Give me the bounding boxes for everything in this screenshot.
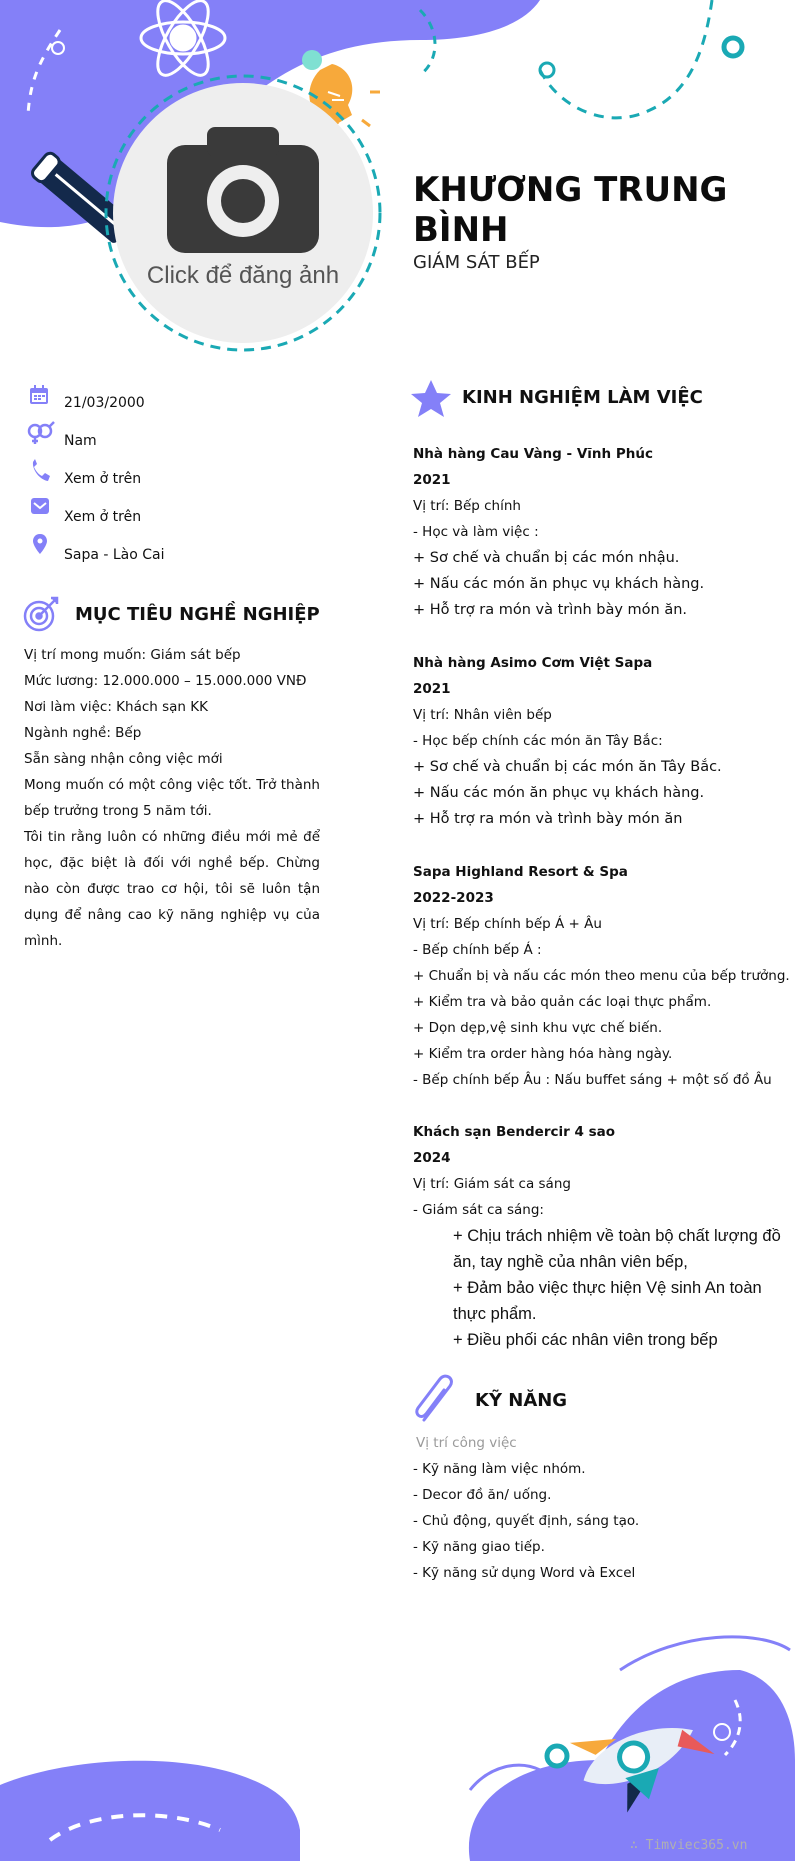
objective-line: Sẵn sàng nhận công việc mới xyxy=(24,751,223,767)
job-year: 2021 xyxy=(413,472,451,488)
job-intro: - Học và làm việc : xyxy=(413,524,539,540)
objective-heading xyxy=(75,604,320,625)
job-intro: - Bếp chính bếp Á : xyxy=(413,942,542,958)
skill-item: - Decor đồ ăn/ uống. xyxy=(413,1487,552,1503)
experience-job-4 xyxy=(413,1119,793,1353)
job-item: + Hỗ trợ ra món và trình bày món ăn xyxy=(413,811,683,827)
job-position: Vị trí: Bếp chính xyxy=(413,498,521,514)
experience-job-3 xyxy=(413,859,793,1093)
contact-email xyxy=(24,498,344,536)
contact-phone-text: Xem ở trên xyxy=(64,471,142,487)
experience-heading-text: KINH NGHIỆM LÀM VIỆC xyxy=(462,387,703,408)
camera-icon xyxy=(167,127,319,253)
job-company: Khách sạn Bendercir 4 sao xyxy=(413,1124,615,1140)
experience-heading xyxy=(462,387,703,408)
skill-item: - Chủ động, quyết định, sáng tạo. xyxy=(413,1513,640,1529)
candidate-job-title: GIÁM SÁT BẾP xyxy=(413,252,540,273)
job-item: + Kiểm tra order hàng hóa hàng ngày. xyxy=(413,1046,673,1062)
objective-heading-text: MỤC TIÊU NGHỀ NGHIỆP xyxy=(75,604,320,625)
job-item: + Điều phối các nhân viên trong bếp xyxy=(453,1331,718,1349)
paperclip-icon xyxy=(417,1376,452,1420)
skills-heading xyxy=(475,1390,567,1411)
job-item: + Đảm bảo việc thực hiện Vệ sinh An toàn thực phẩm. xyxy=(453,1279,762,1323)
job-item: + Dọn dẹp,vệ sinh khu vực chế biến. xyxy=(413,1020,663,1036)
experience-job-2 xyxy=(413,650,793,832)
job-intro: - Giám sát ca sáng: xyxy=(413,1202,544,1218)
skills-section xyxy=(413,1430,793,1586)
job-item: + Nấu các món ăn phục vụ khách hàng. xyxy=(413,785,705,801)
target-icon xyxy=(25,598,57,630)
job-year: 2022-2023 xyxy=(413,890,494,906)
job-item: + Kiểm tra và bảo quản các loại thực phẩm. xyxy=(413,994,712,1010)
contact-birthday xyxy=(24,384,344,422)
contact-info xyxy=(24,384,344,574)
objective-line: Vị trí mong muốn: Giám sát bếp xyxy=(24,647,241,663)
objective-line: Mong muốn có một công việc tốt. Trở thành bếp trưởng trong 5 năm tới. xyxy=(24,777,320,819)
star-icon xyxy=(411,380,451,417)
job-company: Nhà hàng Cau Vàng - Vĩnh Phúc xyxy=(413,446,653,462)
job-item: + Sơ chế và chuẩn bị các món ăn Tây Bắc. xyxy=(413,759,722,775)
contact-address xyxy=(24,536,344,574)
job-year: 2024 xyxy=(413,1150,451,1166)
avatar-upload-caption[interactable]: Click để đăng ảnh xyxy=(146,262,340,289)
job-item: + Chịu trách nhiệm về toàn bộ chất lượng đồ ăn, tay nghề của nhân viên bếp, xyxy=(453,1227,781,1271)
watermark: ∴ Timviec365.vn xyxy=(630,1838,748,1853)
experience-job-1 xyxy=(413,441,793,623)
job-intro: - Học bếp chính các món ăn Tây Bắc: xyxy=(413,733,663,749)
job-position: Vị trí: Bếp chính bếp Á + Âu xyxy=(413,916,602,932)
skill-item: - Kỹ năng giao tiếp. xyxy=(413,1539,545,1555)
objective-line: Ngành nghề: Bếp xyxy=(24,725,142,741)
job-position: Vị trí: Giám sát ca sáng xyxy=(413,1176,571,1192)
skill-item: - Kỹ năng sử dụng Word và Excel xyxy=(413,1565,636,1581)
job-position: Vị trí: Nhân viên bếp xyxy=(413,707,552,723)
job-year: 2021 xyxy=(413,681,451,697)
objective-line: Nơi làm việc: Khách sạn KK xyxy=(24,699,208,715)
contact-address-text: Sapa - Lào Cai xyxy=(64,547,165,563)
job-item: + Sơ chế và chuẩn bị các món nhậu. xyxy=(413,550,680,566)
skills-heading-text: KỸ NĂNG xyxy=(475,1390,568,1411)
objective-line: Mức lương: 12.000.000 – 15.000.000 VNĐ xyxy=(24,673,307,689)
objective-section xyxy=(24,642,320,954)
skill-item: - Kỹ năng làm việc nhóm. xyxy=(413,1461,586,1477)
contact-email-text: Xem ở trên xyxy=(64,509,142,525)
skills-hint: Vị trí công việc xyxy=(416,1435,517,1451)
job-item: + Hỗ trợ ra món và trình bày món ăn. xyxy=(413,602,688,618)
objective-line: Tôi tin rằng luôn có những điều mới mẻ để học, đặc biệt là đối với nghề bếp. Chừng nào còn được trao cơ hội, tôi sẽ luôn tận dụng để nâng cao kỹ năng nghiệp vụ của mình. xyxy=(24,829,320,949)
job-item: + Nấu các món ăn phục vụ khách hàng. xyxy=(413,576,705,592)
contact-gender-text: Nam xyxy=(64,433,97,449)
job-company: Sapa Highland Resort & Spa xyxy=(413,864,628,880)
candidate-name: KHƯƠNG TRUNG BÌNH xyxy=(413,170,728,250)
job-item: - Bếp chính bếp Âu : Nấu buffet sáng + một số đồ Âu xyxy=(413,1072,772,1088)
job-item: + Chuẩn bị và nấu các món theo menu của bếp trưởng. xyxy=(413,968,790,984)
job-company: Nhà hàng Asimo Cơm Việt Sapa xyxy=(413,655,653,671)
contact-gender xyxy=(24,422,344,460)
contact-phone xyxy=(24,460,344,498)
contact-birthday-text: 21/03/2000 xyxy=(64,395,145,411)
